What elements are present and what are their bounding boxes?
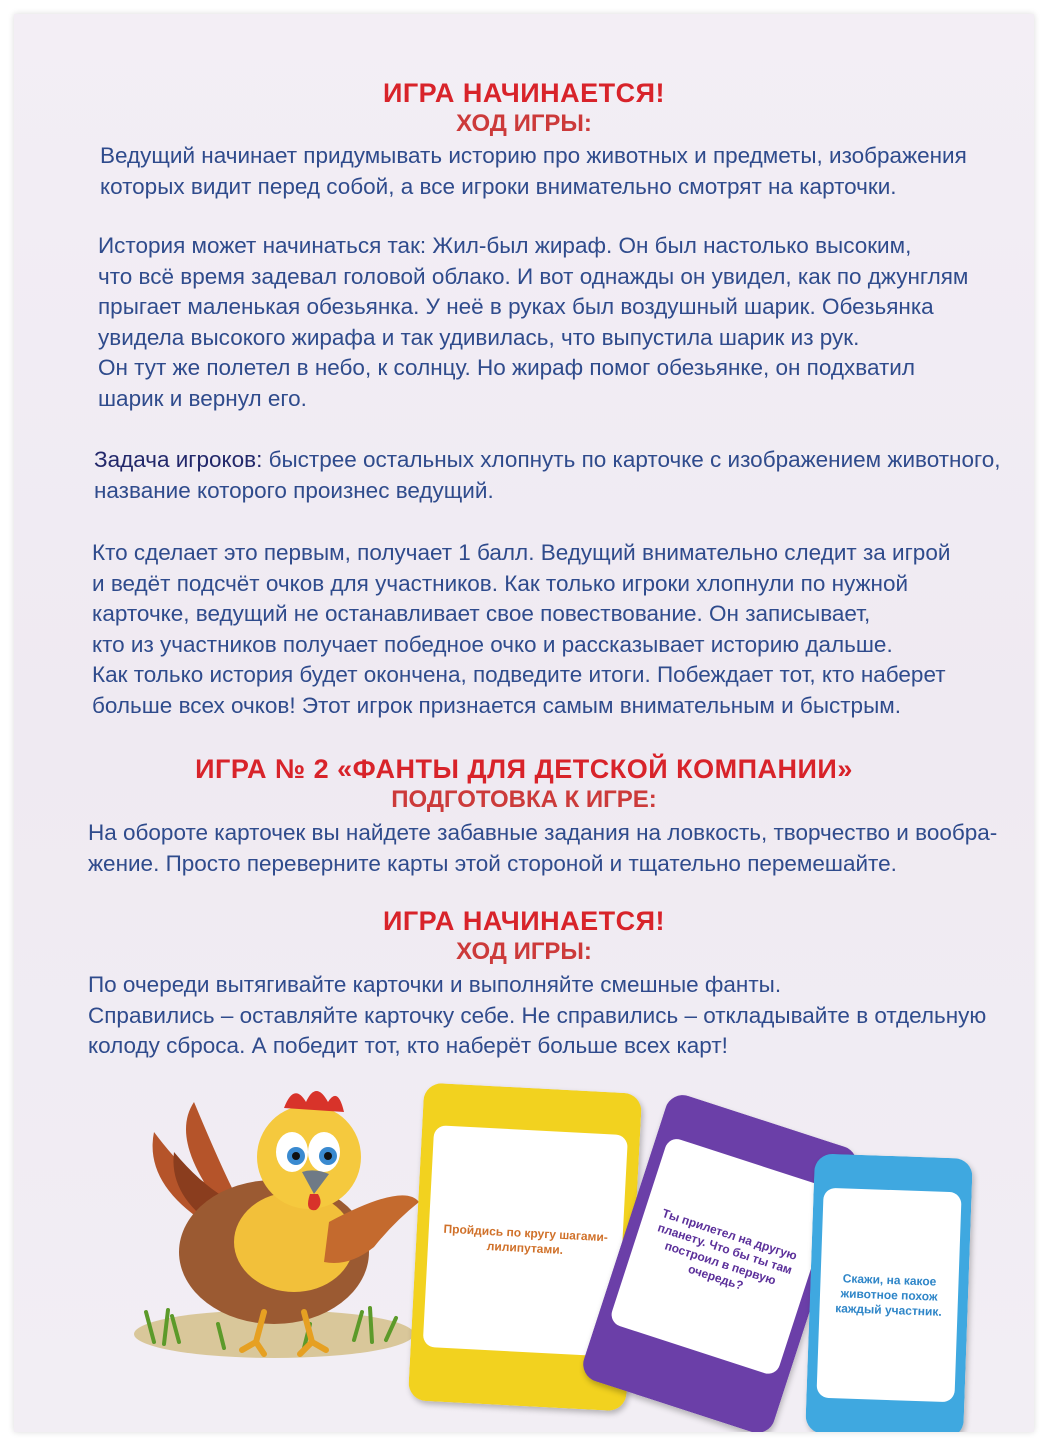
story-line: прыгает маленькая обезьянка. У неё в руках был воздушный шарик. Обезьянка: [98, 294, 934, 319]
section-title-game2: ИГРА № 2 «ФАНТЫ ДЛЯ ДЕТСКОЙ КОМПАНИИ»: [195, 754, 853, 784]
task-label: Задача игроков:: [94, 447, 263, 472]
intro-line: которых видит перед собой, а все игроки внимательно смотрят на карточки.: [100, 173, 897, 199]
chicken-illustration: [124, 1072, 424, 1372]
task-paragraph: [94, 445, 1000, 506]
story-line: шарик и вернул его.: [98, 385, 307, 411]
intro-line: Ведущий начинает придумывать историю про животных и предметы, изображения: [100, 143, 967, 168]
story-line: Он тут же полетел в небо, к солнцу. Но жираф помог обезьянке, он подхватил: [98, 355, 915, 380]
preparation-line: На обороте карточек вы найдете забавные задания на ловкость, творчество и вообра-: [88, 820, 998, 845]
story-paragraph: [98, 231, 968, 414]
gameplay-line: По очереди вытягивайте карточки и выполняйте смешные фанты.: [88, 972, 782, 997]
scoring-line: больше всех очков! Этот игрок признается самым внимательным и быстрым.: [92, 692, 901, 718]
story-line: что всё время задевал головой облако. И вот однажды он увидел, как по джунглям: [98, 263, 969, 289]
section-title-game-starts-2: ИГРА НАЧИНАЕТСЯ!: [382, 906, 666, 936]
scoring-paragraph: [92, 538, 950, 721]
gameplay-line: колоду сброса. А победит тот, кто наберёт больше всех карт!: [88, 1033, 728, 1058]
task-line: [94, 445, 1000, 476]
section-title-game-starts: ИГРА НАЧИНАЕТСЯ!: [382, 78, 666, 108]
section-subtitle-gameplay-2: ХОД ИГРЫ:: [456, 938, 592, 965]
gameplay-line: Справились – оставляйте карточку себе. Не справились – откладывайте в отдельную: [88, 1002, 987, 1028]
story-line: увидела высокого жирафа и так удивилась, что выпустила шарик из рук.: [98, 324, 860, 350]
scoring-line: карточке, ведущий не останавливает свое повествование. Он записывает,: [92, 601, 871, 626]
scoring-line: и ведёт подсчёт очков для участников. Как только игроки хлопнули по нужной: [92, 570, 909, 596]
preparation-paragraph: [88, 818, 997, 879]
task-text: быстрее остальных хлопнуть по карточке с изображением животного,: [262, 447, 1001, 472]
card-text: Скажи, на какое животное похож каждый участник.: [816, 1188, 961, 1403]
section-subtitle-preparation: ПОДГОТОВКА К ИГРЕ:: [391, 786, 657, 813]
intro-paragraph: [100, 141, 967, 202]
task-line: название которого произнес ведущий.: [94, 477, 494, 503]
rules-sheet: [14, 14, 1034, 1432]
card-text: Ты прилетел на другую планету. Что бы ты там построил в первую очередь?: [608, 1136, 836, 1377]
gameplay-paragraph: [88, 970, 986, 1062]
scoring-line: кто из участников получает победное очко и рассказывает историю дальше.: [92, 631, 893, 657]
card-text: Пройдись по кругу шагами-лилипутами.: [423, 1125, 628, 1357]
scoring-line: Кто сделает это первым, получает 1 балл. Ведущий внимательно следит за игрой: [92, 540, 951, 565]
section-subtitle-gameplay: ХОД ИГРЫ:: [456, 110, 592, 137]
scoring-line: Как только история будет окончена, подведите итоги. Побеждает тот, кто наберет: [92, 662, 946, 687]
story-line: История может начинаться так: Жил-был жираф. Он был настолько высоким,: [98, 233, 912, 258]
sample-card-blue: [805, 1153, 973, 1432]
preparation-line: жение. Просто переверните карты этой стороной и тщательно перемешайте.: [88, 850, 897, 876]
